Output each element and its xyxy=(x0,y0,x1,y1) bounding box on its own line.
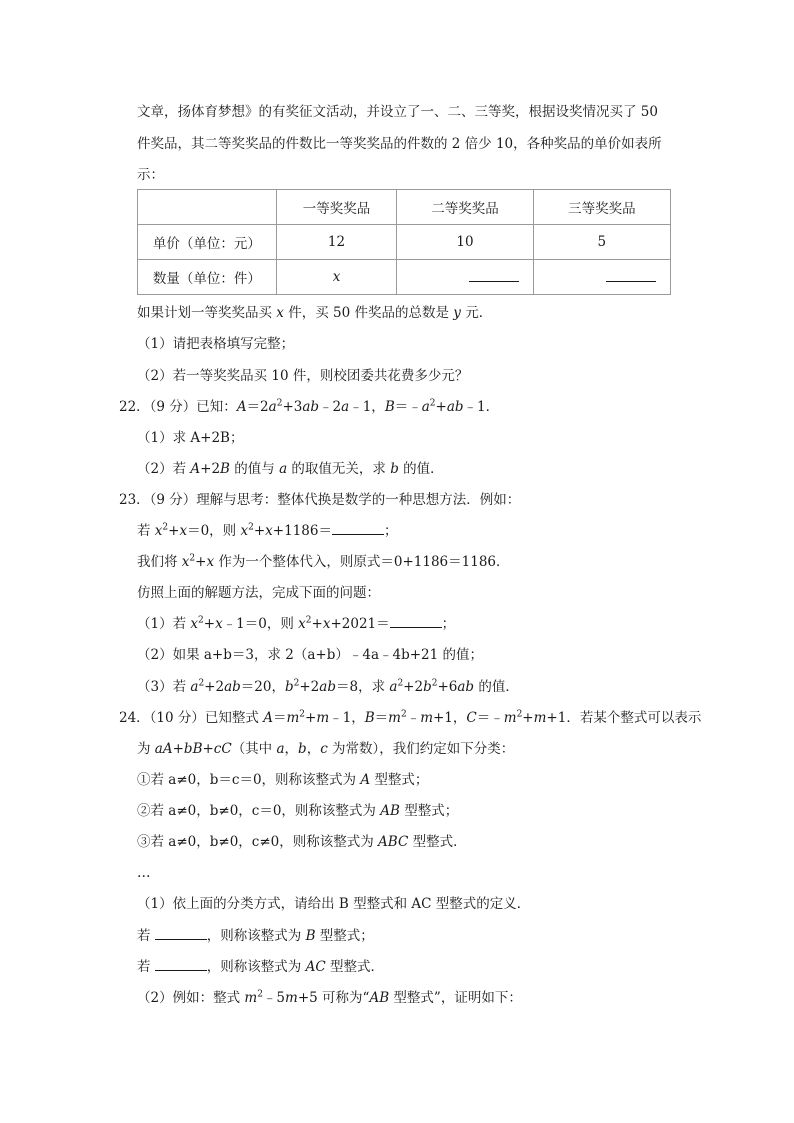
answer-blank[interactable] xyxy=(390,614,442,628)
quantity-blank-cell xyxy=(533,260,670,295)
answer-blank[interactable] xyxy=(155,926,207,940)
q24-case-2: ②若 a≠0，b≠0，c＝0，则称该整式为 AB 型整式； xyxy=(137,803,459,819)
q23-part-1: （1）若 $x^2+x﹣1=0$，则 $x^2+x+2021=$ ； xyxy=(137,615,456,632)
q21-part-1: （1）请把表格填写完整； xyxy=(137,336,295,352)
q24-head: 24．（10 分）已知整式 $A=m^2+m﹣1$，$B=m^2﹣m+1$，$C=﹣m^2+m+1$．若某个整式可以表示 xyxy=(119,709,702,726)
table-quantity-row xyxy=(138,260,671,295)
q23-substitute: 我们将 $x^2+x$ 作为一个整体代入，则原式＝0+1186＝1186． xyxy=(137,553,510,570)
quantity-label: 数量（单位：件） xyxy=(138,260,277,295)
price-cell: 12 xyxy=(276,225,397,260)
intro-line-1: 文章，扬体育梦想》的有奖征文活动，并设立了一、二、三等奖，根据设奖情况买了 50 xyxy=(137,104,658,120)
q24-line-2: 为 aA+bB+cC（其中 a，b，c 为常数），我们约定如下分类： xyxy=(137,741,515,757)
q21-plan: 如果计划一等奖奖品买 x 件，买 50 件奖品的总数是 y 元． xyxy=(137,305,493,321)
quantity-blank-cell xyxy=(397,260,533,295)
table-header-cell: 三等奖奖品 xyxy=(533,190,670,225)
q24-part-1: （1）依上面的分类方式，请给出 B 型整式和 AC 型整式的定义． xyxy=(137,896,531,912)
answer-blank[interactable] xyxy=(469,269,519,282)
q24-def-b: 若 ，则称该整式为 B 型整式； xyxy=(137,928,374,944)
q24-part-2: （2）例如：整式 $m^2﹣5m+5$ 可称为“AB 型整式”，证明如下： xyxy=(137,989,522,1006)
q21-part-2: （2）若一等奖奖品买 10 件，则校团委共花费多少元？ xyxy=(137,368,469,384)
q23-imitate: 仿照上面的解题方法，完成下面的问题： xyxy=(137,585,380,601)
q23-example: 若 $x^2+x=0$，则 $x^2+x+1186=$ ； xyxy=(137,522,398,539)
answer-blank[interactable] xyxy=(332,521,384,535)
q23-head: 23．（9 分）理解与思考：整体代换是数学的一种思想方法．例如： xyxy=(119,492,521,508)
q23-part-2: （2）如果 a+b＝3，求 2（a+b）﹣4a﹣4b+21 的值； xyxy=(137,647,484,663)
price-cell: 10 xyxy=(397,225,533,260)
q24-case-3: ③若 a≠0，b≠0，c≠0，则称该整式为 ABC 型整式． xyxy=(137,834,467,850)
table-header-cell xyxy=(138,190,277,225)
answer-blank[interactable] xyxy=(155,957,207,971)
q22-head: 22．（9 分）已知：$A=2a^2+3ab﹣2a﹣1$，$B=﹣a^2+ab﹣1$． xyxy=(119,398,500,415)
intro-line-3: 示： xyxy=(137,167,164,183)
prize-table xyxy=(137,189,671,295)
quantity-cell xyxy=(276,260,397,295)
answer-blank[interactable] xyxy=(606,269,656,282)
q23-part-3: （3）若 $a^2+2ab=20$，$b^2+2ab=8$，求 $a^2+2b^2+6ab$ 的值． xyxy=(137,678,519,695)
price-cell: 5 xyxy=(533,225,670,260)
quantity-var: x xyxy=(332,269,341,285)
table-price-row xyxy=(138,225,671,260)
table-header-row xyxy=(138,190,671,225)
table-header-cell: 一等奖奖品 xyxy=(276,190,397,225)
q24-ellipsis: … xyxy=(137,865,151,881)
q22-part-2: （2）若 A+2B 的值与 a 的取值无关，求 b 的值． xyxy=(137,461,444,477)
q22-part-1: （1）求 A+2B； xyxy=(137,430,244,446)
table-header-cell: 二等奖奖品 xyxy=(397,190,533,225)
price-label: 单价（单位：元） xyxy=(138,225,277,260)
q24-case-1: ①若 a≠0，b＝c＝0，则称该整式为 A 型整式； xyxy=(137,772,429,788)
intro-line-2: 件奖品，其二等奖奖品的件数比一等奖奖品的件数的 2 倍少 10，各种奖品的单价如表所 xyxy=(137,136,662,152)
q24-def-ac: 若 ，则称该整式为 AC 型整式． xyxy=(137,959,384,975)
